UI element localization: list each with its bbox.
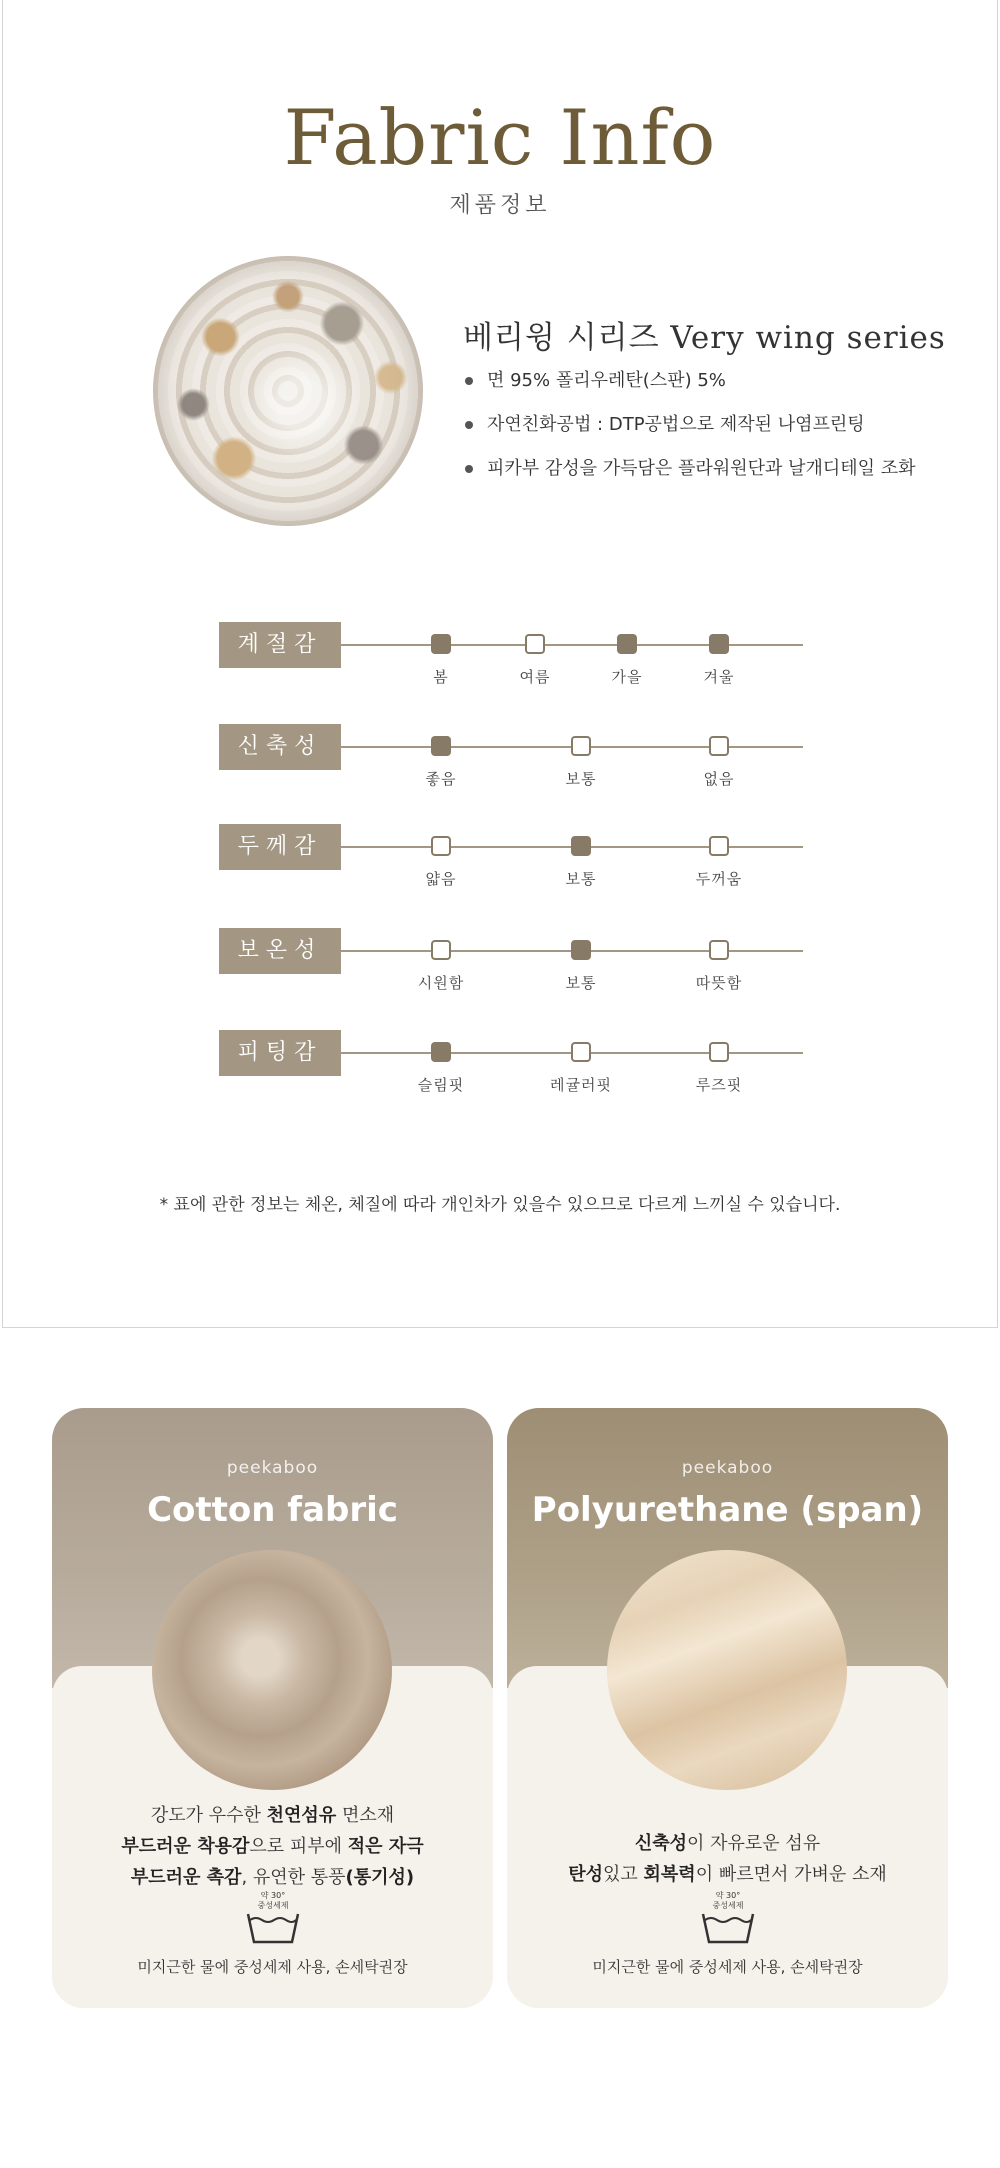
series-feature-list	[463, 366, 916, 498]
card-title: Cotton fabric	[147, 1490, 398, 1530]
scale-row	[219, 824, 803, 896]
scale-marker	[571, 736, 591, 756]
scale-row	[219, 622, 803, 694]
scale-line	[341, 644, 803, 646]
wash-instruction: 미지근한 물에 중성세제 사용, 손세탁권장	[592, 1958, 863, 1976]
scale-marker-selected	[617, 634, 637, 654]
wash-detergent-label: 중성세제	[712, 1901, 744, 1910]
scale-row	[219, 1030, 803, 1102]
scale-option-label: 두꺼움	[695, 870, 743, 888]
scale-marker	[709, 836, 729, 856]
hand-wash-icon	[242, 1886, 304, 1948]
brand-logo: peekaboo	[681, 1458, 774, 1478]
scale-marker-selected	[571, 940, 591, 960]
card-description: 강도가 우수한 천연섬유 면소재 부드러운 착용감으로 피부에 적은 자극 부드러운 촉감, 유연한 통풍(통기성)	[121, 1805, 424, 1888]
cotton-fabric-image	[152, 1550, 392, 1790]
scale-option-label: 없음	[703, 770, 735, 788]
scale-option-label: 보통	[565, 870, 597, 888]
card-title: Polyurethane (span)	[531, 1490, 924, 1530]
scale-option-label: 시원함	[417, 974, 465, 992]
feature-item: 자연친화공법 : DTP공법으로 제작된 나염프린팅	[463, 410, 916, 454]
scale-marker	[431, 940, 451, 960]
scale-label: 신축성	[219, 724, 341, 770]
disclaimer-note: * 표에 관한 정보는 체온, 체질에 따라 개인차가 있을수 있으므로 다르게 느끼실 수 있습니다.	[159, 1195, 841, 1215]
scale-option-label: 레귤러핏	[550, 1076, 612, 1094]
scale-option-label: 여름	[519, 668, 551, 686]
scale-marker	[571, 1042, 591, 1062]
scale-label: 계절감	[219, 622, 341, 668]
wash-temp-label: 약 30°	[715, 1891, 741, 1900]
scale-option-label: 보통	[565, 974, 597, 992]
scale-marker	[709, 940, 729, 960]
scale-option-label: 따뜻함	[695, 974, 743, 992]
wash-temp-label: 약 30°	[260, 1891, 286, 1900]
card-description: 신축성이 자유로운 섬유 탄성있고 회복력이 빠르면서 가벼운 소재	[568, 1833, 887, 1885]
scale-option-label: 좋음	[425, 770, 457, 788]
scale-row	[219, 928, 803, 1000]
scale-marker-selected	[431, 634, 451, 654]
scale-option-label: 봄	[433, 668, 449, 686]
series-title: 베리윙 시리즈 Very wing series	[463, 320, 946, 356]
scale-marker-selected	[709, 634, 729, 654]
page-title: Fabric Info	[283, 93, 717, 182]
scale-marker	[709, 1042, 729, 1062]
scale-option-label: 겨울	[703, 668, 735, 686]
scale-marker	[709, 736, 729, 756]
scale-option-label: 가을	[611, 668, 643, 686]
feature-item: 피카부 감성을 가득담은 플라워원단과 날개디테일 조화	[463, 454, 916, 498]
scale-option-label: 보통	[565, 770, 597, 788]
scale-option-label: 슬림핏	[417, 1076, 465, 1094]
scale-label: 두께감	[219, 824, 341, 870]
cotton-fabric-card	[52, 1408, 493, 2008]
scale-label: 피팅감	[219, 1030, 341, 1076]
scale-label: 보온성	[219, 928, 341, 974]
floral-fabric-swatch-image	[153, 256, 423, 526]
scale-marker-selected	[431, 1042, 451, 1062]
wash-detergent-label: 중성세제	[257, 1901, 289, 1910]
hand-wash-icon	[697, 1886, 759, 1948]
wash-instruction: 미지근한 물에 중성세제 사용, 손세탁권장	[137, 1958, 408, 1976]
feature-item: 면 95% 폴리우레탄(스판) 5%	[463, 366, 916, 410]
scale-row	[219, 724, 803, 796]
brand-logo: peekaboo	[226, 1458, 319, 1478]
polyurethane-fabric-card	[507, 1408, 948, 2008]
page-subtitle: 제품정보	[449, 193, 551, 218]
fabric-info-panel	[2, 0, 998, 1328]
scale-marker	[525, 634, 545, 654]
scale-marker	[431, 836, 451, 856]
scale-marker-selected	[571, 836, 591, 856]
scale-option-label: 얇음	[425, 870, 457, 888]
span-fabric-image	[607, 1550, 847, 1790]
scale-marker-selected	[431, 736, 451, 756]
scale-option-label: 루즈핏	[695, 1076, 743, 1094]
